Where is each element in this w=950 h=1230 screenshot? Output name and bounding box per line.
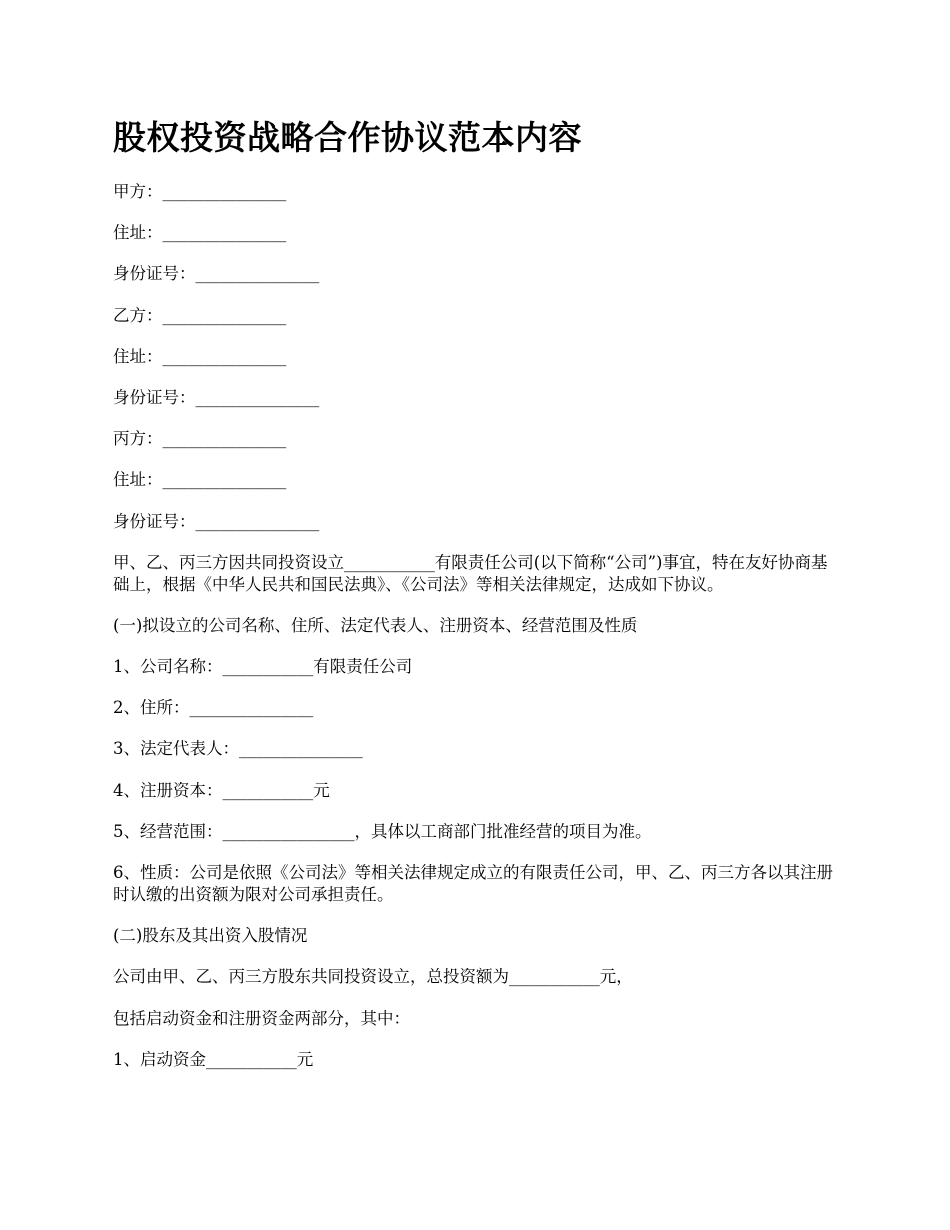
startup-funds-line: 1、启动资金___________元 bbox=[113, 1049, 314, 1069]
party-b-name-line: 乙方：_______________ bbox=[113, 305, 287, 325]
document-page bbox=[113, 112, 843, 1090]
party-b-id-line: 身份证号：_______________ bbox=[113, 387, 320, 407]
party-info-block bbox=[113, 181, 843, 533]
party-a-name-line: 甲方：_______________ bbox=[113, 182, 287, 201]
company-name-item: 1、公司名称：___________有限责任公司 bbox=[113, 657, 413, 677]
capital-composition-line: 包括启动资金和注册资金两部分，其中： bbox=[113, 1008, 410, 1028]
total-investment-line: 公司由甲、乙、丙三方股东共同投资设立，总投资额为___________元， bbox=[113, 967, 633, 987]
registered-capital-item: 4、注册资本：___________元 bbox=[113, 780, 330, 800]
legal-representative-item: 3、法定代表人：_______________ bbox=[113, 739, 363, 759]
section-2-heading: (二)股东及其出资入股情况 bbox=[113, 926, 308, 946]
business-scope-item: 5、经营范围：________________，具体以工商部门批准经营的项目为准。 bbox=[113, 821, 652, 841]
section-1-heading: (一)拟设立的公司名称、住所、法定代表人、注册资本、经营范围及性质 bbox=[113, 615, 638, 635]
party-a-id-line: 身份证号：_______________ bbox=[113, 264, 320, 284]
address-item: 2、住所：_______________ bbox=[113, 698, 314, 718]
party-c-name-line: 丙方：_______________ bbox=[113, 429, 287, 449]
party-c-id-line: 身份证号：_______________ bbox=[113, 511, 320, 531]
party-a-address-line: 住址：_______________ bbox=[113, 223, 287, 243]
intro-paragraph: 甲、乙、丙三方因共同投资设立___________有限责任公司(以下简称“公司”)事宜，特在友好协商基础上，根据《中华人民共和国民法典》、《公司法》等相关法律规定，达成如下协议。 bbox=[113, 552, 828, 594]
document-title: 股权投资战略合作协议范本内容 bbox=[113, 118, 582, 157]
company-nature-item: 6、性质：公司是依照《公司法》等相关法律规定成立的有限责任公司，甲、乙、丙三方各以其注册时认缴的出资额为限对公司承担责任。 bbox=[113, 863, 833, 904]
party-b-address-line: 住址：_______________ bbox=[113, 346, 287, 366]
party-c-address-line: 住址：_______________ bbox=[113, 470, 287, 490]
